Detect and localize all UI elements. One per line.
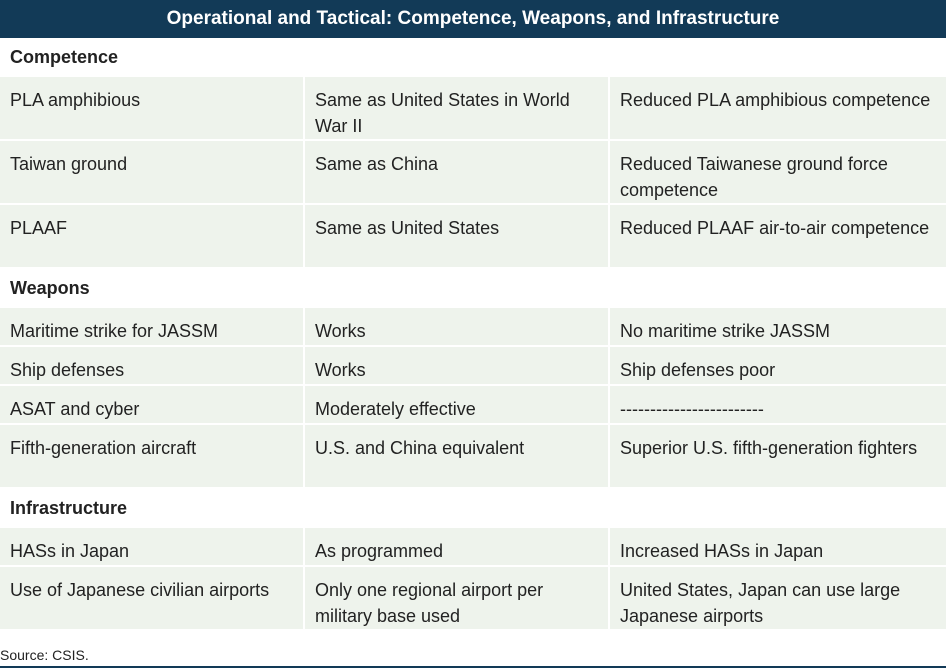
table-row [0,347,946,384]
table-cell: Increased HASs in Japan [610,528,946,565]
table-row [0,528,946,565]
table-cell: PLA amphibious [0,77,303,139]
table-row [0,386,946,423]
table-cell: Same as United States [305,205,608,267]
table-row [0,425,946,487]
table-cell: Maritime strike for JASSM [0,308,303,345]
table-row [0,77,946,139]
table-cell: ------------------------ [610,386,946,423]
table-cell: Reduced PLAAF air-to-air competence [610,205,946,267]
table-cell: Only one regional airport per military base used [305,567,608,629]
table-cell: Fifth-generation aircraft [0,425,303,487]
table-cell: Reduced PLA amphibious competence [610,77,946,139]
table-title: Operational and Tactical: Competence, Weapons, and Infrastructure [0,0,946,38]
table-cell: U.S. and China equivalent [305,425,608,487]
section-heading-infrastructure: Infrastructure [0,489,946,528]
table-row [0,567,946,629]
table-cell: PLAAF [0,205,303,267]
table-cell: United States, Japan can use large Japanese airports [610,567,946,629]
table-row [0,205,946,267]
table-cell: Moderately effective [305,386,608,423]
table-cell: Reduced Taiwanese ground force competence [610,141,946,203]
table-cell: As programmed [305,528,608,565]
table-cell: Use of Japanese civilian airports [0,567,303,629]
table-cell: Same as China [305,141,608,203]
table-cell: ASAT and cyber [0,386,303,423]
table-cell: Ship defenses [0,347,303,384]
table-cell: No maritime strike JASSM [610,308,946,345]
table-cell: Works [305,308,608,345]
source-note: Source: CSIS. [0,647,89,663]
table-cell: HASs in Japan [0,528,303,565]
table-row [0,141,946,203]
table-cell: Same as United States in World War II [305,77,608,139]
table-cell: Taiwan ground [0,141,303,203]
section-heading-competence: Competence [0,38,946,77]
section-heading-weapons: Weapons [0,269,946,308]
table-cell: Ship defenses poor [610,347,946,384]
table-row [0,308,946,345]
table-cell: Superior U.S. fifth-generation fighters [610,425,946,487]
table-cell: Works [305,347,608,384]
